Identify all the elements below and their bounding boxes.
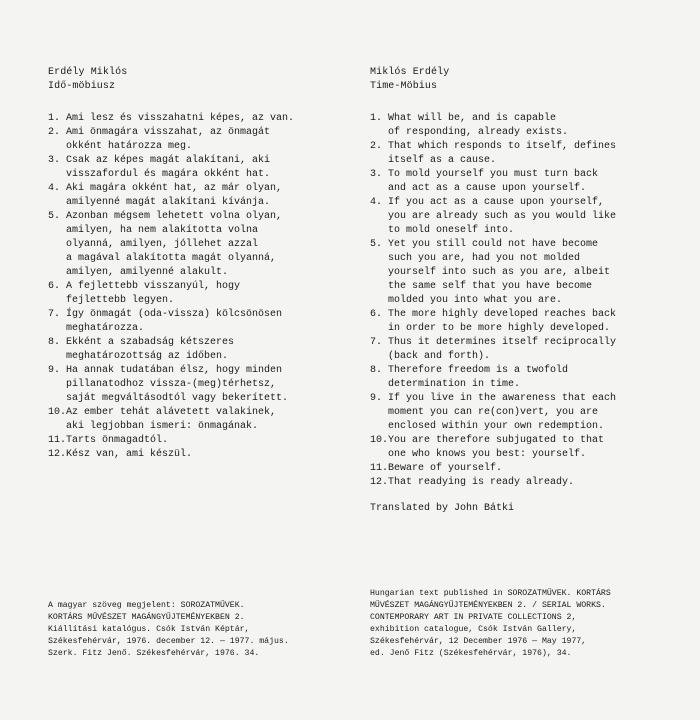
list-item: 7. Így önmagát (oda-vissza) kölcsönösen meghatározza. [48, 309, 283, 334]
list-item: 1. What will be, and is capable of responding, already exists. [370, 113, 569, 138]
poem-title-hu: Idő-möbiusz [48, 81, 116, 92]
list-item: 9. Ha annak tudatában élsz, hogy minden pillanatodhoz vissza-(meg)térhetsz, saját megváltásodtól vagy bekerített. [48, 365, 289, 404]
note-line: CONTEMPORARY ART IN PRIVATE COLLECTIONS 2, [370, 613, 577, 622]
list-item: 8. Therefore freedom is a twofold determination in time. [370, 365, 569, 390]
list-item: 11. Tarts önmagadtól. [48, 435, 169, 446]
hungarian-column [48, 66, 338, 462]
list-item: 9. If you live in the awareness that each moment you can re(con)vert, you are enclosed within your own redemption. [370, 393, 617, 432]
publication-note-hu [48, 600, 289, 660]
list-item: 6. A fejlettebb visszanyúl, hogy fejlettebb legyen. [48, 281, 241, 306]
list-item: 6. The more highly developed reaches back in order to be more highly developed. [370, 309, 617, 334]
translator-credit: Translated by John Bátki [370, 503, 515, 514]
note-line: Szerk. Fitz Jenő. Székesfehérvár, 1976. 34. [48, 649, 260, 658]
list-item: 10. Az ember tehát alávetett valakinek, aki legjobban ismeri: önmagának. [48, 407, 277, 432]
list-item: 4. If you act as a cause upon yourself, you are already such as you would like to mold oneself into. [370, 197, 617, 236]
note-line: Székesfehérvár, 1976. december 12. — 1977. május. [48, 637, 289, 646]
note-line: Hungarian text published in SOROZATMŰVEK. KORTÁRS [370, 589, 611, 598]
list-item: 12. Kész van, ami készül. [48, 449, 193, 460]
note-line: A magyar szöveg megjelent: SOROZATMŰVEK. [48, 601, 245, 610]
note-line: Székesfehérvár, 12 December 1976 — May 1977, [370, 637, 587, 646]
note-line: Kiállítási katalógus. Csók István Képtár, [48, 625, 250, 634]
list-item: 10. You are therefore subjugated to that one who knows you best: yourself. [370, 435, 605, 460]
list-item: 2. Ami önmagára visszahat, az önmagát okként határozza meg. [48, 127, 271, 152]
publication-note-en [370, 588, 611, 660]
list-item: 3. To mold yourself you must turn back and act as a cause upon yourself. [370, 169, 599, 194]
list-item: 11. Beware of yourself. [370, 463, 503, 474]
list-item: 4. Aki magára okként hat, az már olyan, amilyenné magát alakítani kívánja. [48, 183, 283, 208]
list-item: 12. That readying is ready already. [370, 477, 575, 488]
author-name-en: Miklós Erdély [370, 67, 450, 78]
list-item: 8. Ekként a szabadság kétszeres meghatározottság az időben. [48, 337, 235, 362]
list-item: 1. Ami lesz és visszahatni képes, az van. [48, 113, 295, 124]
list-item: 3. Csak az képes magát alakítani, aki visszafordul és magára okként hat. [48, 155, 271, 180]
poem-list-hu [48, 112, 338, 462]
note-line: exhibition catalogue, Csók István Gallery, [370, 625, 577, 634]
note-line: MŰVÉSZET MAGÁNGYŰJTEMÉNYEKBEN 2. / SERIAL WORKS. [370, 601, 606, 610]
list-item: 5. Azonban mégsem lehetett volna olyan, amilyen, ha nem alakította volna olyanná, amilyen, jóllehet azzal a magával alakította magát olyanná, amilyen, amilyenné alakult. [48, 211, 283, 278]
note-line: KORTÁRS MŰVÉSZET MAGÁNGYŰJTEMÉNYEKBEN 2. [48, 613, 245, 622]
poem-list-en [370, 112, 660, 490]
list-item: 5. Yet you still could not have become such you are, had you not molded yourself into such as you are, albeit the same self that you have become molded you into what you are. [370, 239, 611, 306]
poem-title-en: Time-Möbius [370, 81, 438, 92]
author-name-hu: Erdély Miklós [48, 67, 128, 78]
english-column [370, 66, 660, 516]
note-line: ed. Jenő Fitz (Székesfehérvár, 1976), 34. [370, 649, 572, 658]
list-item: 7. Thus it determines itself reciprocally (back and forth). [370, 337, 617, 362]
list-item: 2. That which responds to itself, defines itself as a cause. [370, 141, 617, 166]
